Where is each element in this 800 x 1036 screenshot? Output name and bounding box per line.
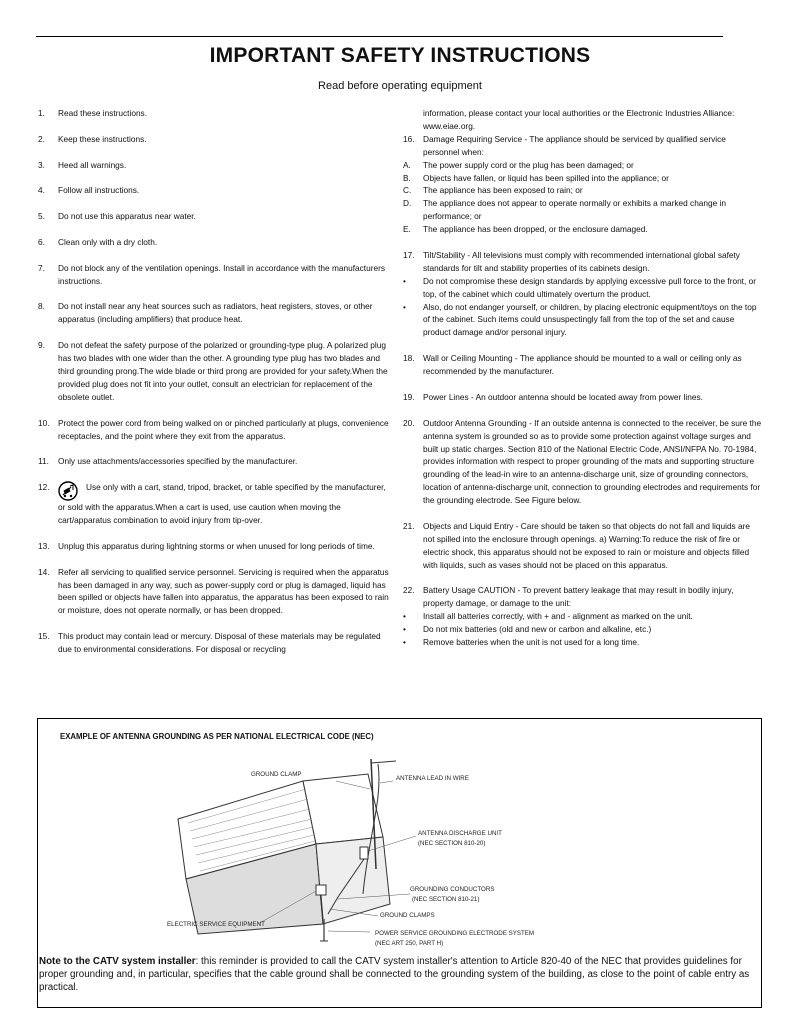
page-title: IMPORTANT SAFETY INSTRUCTIONS bbox=[209, 44, 591, 67]
list-item: 2. Keep these instructions. bbox=[38, 133, 147, 144]
list-item: 4. Follow all instructions. bbox=[38, 185, 140, 196]
right-column bbox=[403, 107, 763, 649]
list-item: 1. Read these instructions. bbox=[38, 108, 148, 118]
list-item: 6. Clean only with a dry cloth. bbox=[38, 236, 158, 247]
discharge-ref-label: (NEC SECTION 810-20) bbox=[418, 840, 486, 847]
list-item: 21. Objects and Liquid Entry - Care should be taken so that objects do not fall and liquids are not spilled into the enclosure through openings. a) Warning:To reduce the risk of fire or electric shock, this apparatus should not be exposed to rain or moisture and objects filled with liquids, such as vases should not be placed on this apparatus. bbox=[403, 520, 751, 570]
grounding-conductors-label: GROUNDING CONDUCTORS bbox=[410, 886, 495, 893]
list-item: 8. Do not install near any heat sources such as radiators, heat registers, stoves, or other apparatus (including amplifiers) that produce heat. bbox=[38, 301, 373, 325]
discharge-unit-label: ANTENNA DISCHARGE UNIT bbox=[418, 830, 502, 837]
figure-title: EXAMPLE OF ANTENNA GROUNDING AS PER NATIONAL ELECTRICAL CODE (NEC) bbox=[60, 732, 374, 741]
sub-item: D. The appliance does not appear to operate normally or exhibits a marked change in performance; or bbox=[403, 198, 727, 222]
electric-service-label: ELECTRIC SERVICE EQUIPMENT bbox=[167, 921, 265, 928]
list-item: 19. Power Lines - An outdoor antenna should be located away from power lines. bbox=[403, 391, 703, 402]
antenna-lead-label: ANTENNA LEAD IN WIRE bbox=[396, 775, 469, 782]
sub-item: A. The power supply cord or the plug has been damaged; or bbox=[403, 159, 634, 170]
cart-tipover-warning-icon bbox=[58, 481, 78, 501]
list-item: 22. Battery Usage CAUTION - To prevent battery leakage that may result in bodily injury, property damage, or damage to the unit: bbox=[403, 585, 734, 609]
sub-item: • Do not compromise these design standards by applying excessive pull force to the front, or top, of the cabinet which could ultimately overturn the product. bbox=[403, 275, 756, 299]
ground-clamp-label: GROUND CLAMP bbox=[251, 771, 302, 778]
sub-item: • Do not mix batteries (old and new or carbon and alkaline, etc.) bbox=[403, 624, 652, 635]
sub-item: • Remove batteries when the unit is not used for a long time. bbox=[403, 637, 640, 648]
list-item-continuation: information, please contact your local authorities or the Electronic Industries Alliance: www.eiae.org. bbox=[423, 108, 735, 131]
sub-item: E. The appliance has been dropped, or the enclosure damaged. bbox=[403, 224, 648, 235]
list-item: 13. Unplug this apparatus during lightning storms or when unused for long periods of time. bbox=[38, 540, 375, 551]
antenna-grounding-figure-box bbox=[37, 718, 762, 1008]
list-item: 17. Tilt/Stability - All televisions must comply with recommended international global safety standards for tilt and stability properties of its cabinets design. bbox=[403, 249, 740, 273]
power-ref-label: (NEC ART 250, PART H) bbox=[375, 940, 444, 947]
list-item: 12. Use only with a cart, stand, tripod, bracket, or table specified by the manufacturer, or sold with the apparatus.When a cart is used, use caution when moving the cart/apparatus combination to avoid injury from tip-over. bbox=[38, 482, 386, 526]
list-item: 7. Do not block any of the ventilation openings. Install in accordance with the manufacturers instructions. bbox=[38, 262, 385, 286]
list-item: 5. Do not use this apparatus near water. bbox=[38, 211, 196, 222]
note-text: : this reminder is provided to call the CATV system installer's attention to Article 820-40 of the NEC that provides guidelines for proper grounding and, in particular, specifies that the cable ground shall be connected to the grounding system of the building, as close to the point of cable entry as practical. bbox=[39, 956, 750, 994]
list-item: 20. Outdoor Antenna Grounding - If an outside antenna is connected to the receiver, be sure the antenna system is grounded so as to provide some protection against voltage surges and built up static charges. Section 810 of the National Electric Code, ANSI/NFPA No. 70-1984, provides information with respect to proper grounding of the mats and supporting structure grounding of the lead-in wire to an antenna-discharge unit, size of grounding connectors, location of antenna-discharge unit, connection to grounding electrodes and requirements for the grounding electrode. See Figure below. bbox=[403, 417, 762, 506]
list-item: 18. Wall or Ceiling Mounting - The appliance should be mounted to a wall or ceiling only as recommended by the manufacturer. bbox=[403, 353, 742, 377]
sub-item: • Install all batteries correctly, with + and - alignment as marked on the unit. bbox=[403, 611, 693, 622]
left-column bbox=[38, 107, 393, 669]
sub-item: B. Objects have fallen, or liquid has been spilled into the appliance; or bbox=[403, 172, 669, 183]
list-item: 10. Protect the power cord from being walked on or pinched particularly at plugs, convenience receptacles, and the point where they exit from the apparatus. bbox=[38, 417, 389, 441]
top-rule bbox=[36, 36, 723, 37]
ground-clamps-label: GROUND CLAMPS bbox=[380, 912, 435, 919]
list-item: 3. Heed all warnings. bbox=[38, 159, 127, 170]
note-heading: Note to the CATV system installer bbox=[39, 956, 196, 967]
sub-item: C. The appliance has been exposed to rain; or bbox=[403, 185, 583, 196]
antenna-grounding-diagram bbox=[38, 719, 761, 955]
list-item: 14. Refer all servicing to qualified service personnel. Servicing is required when the apparatus has been damaged in any way, such as power-supply cord or plug is damaged, liquid has been spilled or objects have fallen into apparatus, the apparatus has been exposed to rain or moisture, does not operate normally, or has been dropped. bbox=[38, 566, 389, 616]
list-item: 11. Only use attachments/accessories specified by the manufacturer. bbox=[38, 456, 298, 467]
sub-item: • Also, do not endanger yourself, or children, by placing electronic equipment/toys on the top of the cabinet. Such items could unsuspectingly fall from the top of the set and cause product damage and/or personal injury. bbox=[403, 301, 757, 338]
list-item: 15. This product may contain lead or mercury. Disposal of these materials may be regulated due to environmental considerations. For disposal or recycling bbox=[38, 631, 381, 655]
page-subtitle: Read before operating equipment bbox=[318, 80, 482, 92]
power-service-label: POWER SERVICE GROUNDING ELECTRODE SYSTEM bbox=[375, 930, 535, 937]
list-item: 9. Do not defeat the safety purpose of the polarized or grounding-type plug. A polarized plug has two blades with one wider than the other. A grounding type plug has two blades and third grounding prong.The wide blade or third prong are provided for your safety.When the provided plug does not fit into your outlet, consult an electrician for replacement of the obsolete outlet. bbox=[38, 340, 388, 402]
catv-installer-note bbox=[39, 955, 754, 995]
list-item: 16. Damage Requiring Service - The appliance should be serviced by qualified service personnel when: bbox=[403, 133, 726, 157]
conductors-ref-label: (NEC SECTION 810-21) bbox=[412, 896, 480, 903]
